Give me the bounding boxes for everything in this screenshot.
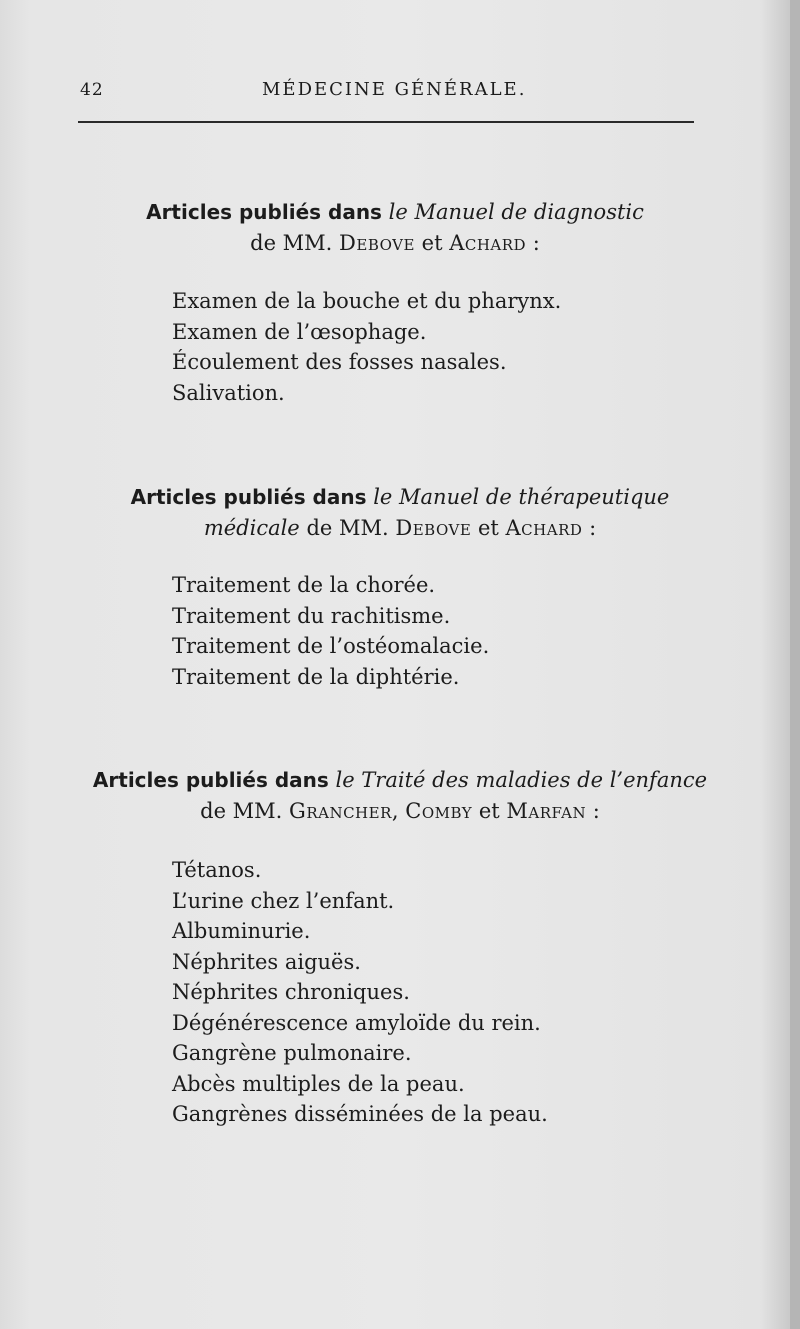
list-item: Salivation. — [172, 380, 285, 405]
author-name: Comby — [405, 799, 473, 823]
author-name: Marfan — [506, 799, 587, 823]
list-item: Traitement de l’ostéomalacie. — [172, 634, 490, 658]
header-rule — [78, 121, 694, 123]
heading-line-2 — [100, 513, 700, 544]
list-item: Albuminurie. — [172, 919, 311, 943]
running-title: MÉDECINE GÉNÉRALE. — [262, 79, 527, 100]
section-heading-enfance — [70, 765, 730, 827]
heading-bold-text: Articles publiés dans — [146, 200, 382, 224]
author-separator: , — [391, 799, 399, 823]
author-name: Debove — [339, 231, 415, 255]
page-edge-shadow — [790, 0, 800, 1329]
list-item: Traitement du rachitisme. — [172, 603, 451, 628]
authors-prefix: de MM. — [250, 231, 333, 255]
list-item: Examen de la bouche et du pharynx. — [172, 289, 562, 313]
author-joiner: et — [478, 799, 500, 823]
page-number: 42 — [80, 80, 104, 100]
section-heading-diagnostic — [110, 197, 680, 259]
article-list-enfance — [172, 855, 548, 1130]
heading-line-2 — [110, 228, 680, 259]
list-item: Gangrènes disséminées de la peau. — [172, 1102, 548, 1126]
heading-bold-text: Articles publiés dans — [92, 768, 329, 792]
book-title: le Manuel de thérapeutique — [373, 485, 670, 509]
colon: : — [532, 231, 540, 255]
heading-line-1 — [70, 765, 730, 796]
author-joiner: et — [421, 231, 443, 255]
article-list-diagnostic — [172, 286, 561, 408]
heading-bold-text: Articles publiés dans — [130, 485, 367, 509]
authors-prefix: de MM. — [200, 799, 283, 823]
colon: : — [592, 799, 600, 823]
author-name: Grancher — [289, 799, 392, 823]
list-item: L’urine chez l’enfant. — [172, 888, 395, 913]
list-item: Traitement de la diphtérie. — [172, 664, 460, 689]
list-item: Néphrites aiguës. — [172, 949, 361, 974]
book-title: le Manuel de diagnostic — [388, 200, 644, 224]
book-title: le Traité des maladies de l’enfance — [335, 768, 708, 792]
heading-line-1 — [110, 197, 680, 228]
list-item: Néphrites chroniques. — [172, 980, 410, 1004]
list-item: Dégénérescence amyloïde du rein. — [172, 1010, 541, 1035]
author-joiner: et — [477, 516, 499, 540]
list-item: Traitement de la chorée. — [172, 573, 436, 597]
authors-prefix: de MM. — [306, 516, 389, 540]
book-title-continued: médicale — [203, 516, 300, 540]
list-item: Écoulement des fosses nasales. — [172, 350, 507, 374]
heading-line-2 — [70, 796, 730, 827]
colon: : — [589, 516, 597, 540]
heading-line-1 — [100, 482, 700, 513]
list-item: Abcès multiples de la peau. — [172, 1071, 465, 1096]
section-heading-therapeutique — [100, 482, 700, 544]
list-item: Examen de l’œsophage. — [172, 319, 427, 344]
article-list-therapeutique — [172, 570, 489, 692]
author-name: Debove — [395, 516, 472, 540]
author-name: Achard — [505, 516, 583, 540]
list-item: Tétanos. — [172, 858, 262, 882]
author-name: Achard — [449, 231, 527, 255]
list-item: Gangrène pulmonaire. — [172, 1041, 412, 1065]
